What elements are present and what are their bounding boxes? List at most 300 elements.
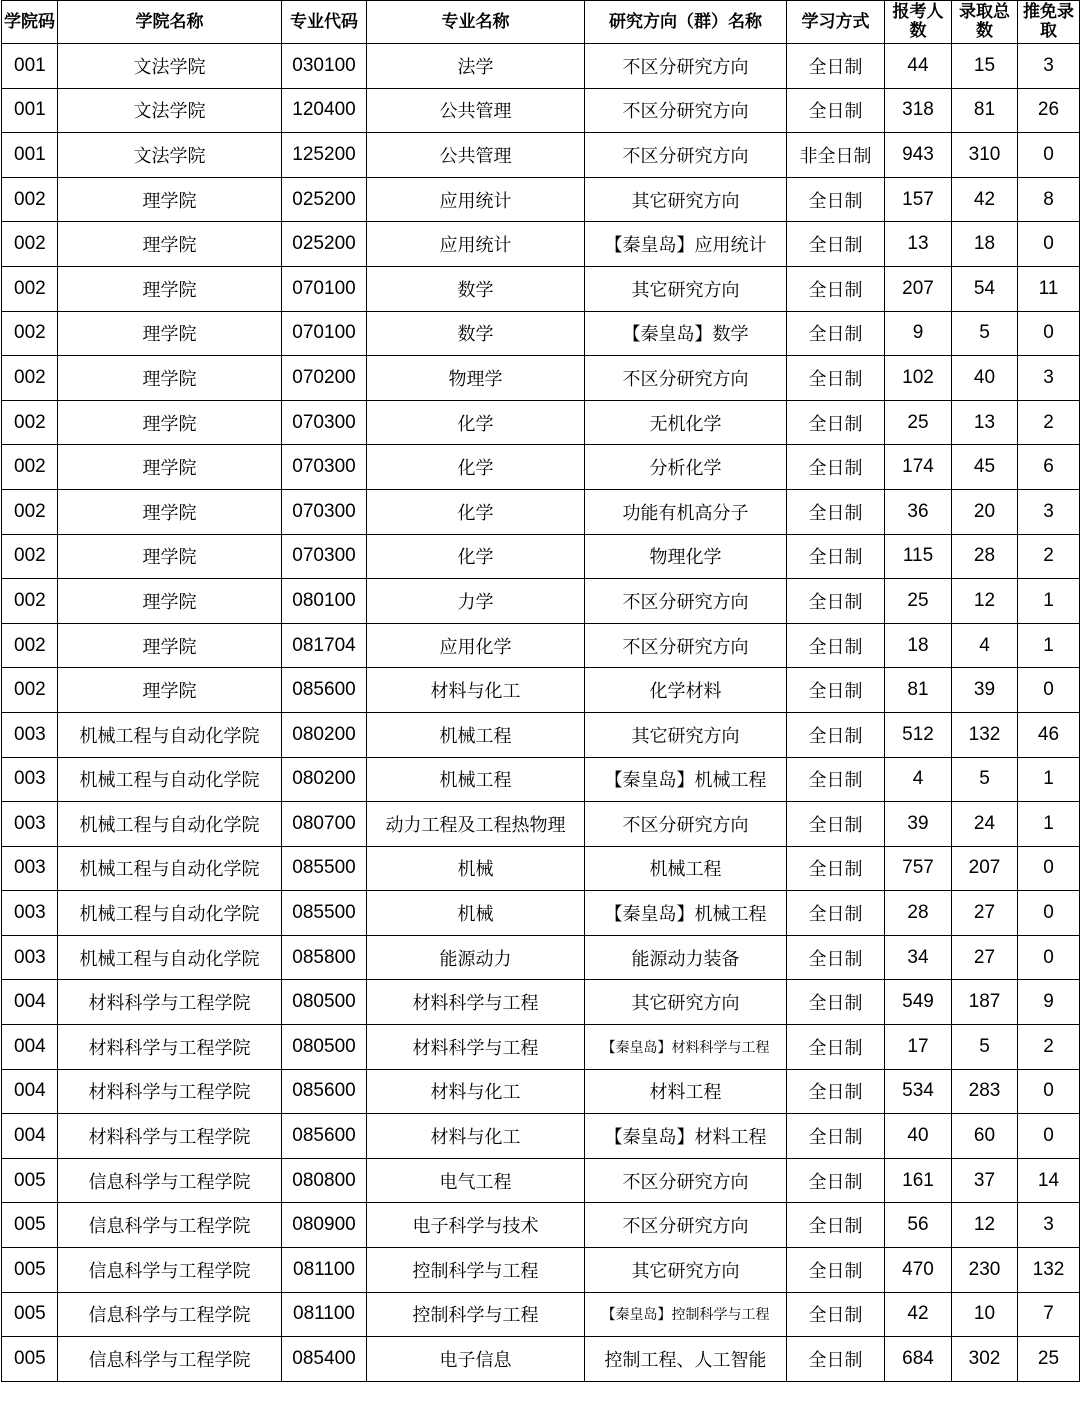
major-code-cell: 085500 <box>282 846 367 891</box>
admitted-total-cell: 28 <box>952 534 1018 579</box>
major-name-cell: 数学 <box>367 266 585 311</box>
study-mode-cell: 非全日制 <box>787 133 885 178</box>
table-row <box>2 489 1080 534</box>
college-code-cell: 005 <box>2 1158 58 1203</box>
major-code-cell: 070300 <box>282 445 367 490</box>
table-row <box>2 311 1080 356</box>
admitted-total-cell: 132 <box>952 712 1018 757</box>
applicants-cell: 943 <box>885 133 952 178</box>
college-name-cell: 信息科学与工程学院 <box>58 1337 282 1382</box>
study-mode-cell: 全日制 <box>787 266 885 311</box>
recommended-cell: 8 <box>1018 177 1080 222</box>
major-code-cell: 080200 <box>282 757 367 802</box>
table-row <box>2 1292 1080 1337</box>
college-name-cell: 理学院 <box>58 311 282 356</box>
admitted-total-cell: 42 <box>952 177 1018 222</box>
table-row <box>2 534 1080 579</box>
college-name-cell: 机械工程与自动化学院 <box>58 891 282 936</box>
major-name-cell: 化学 <box>367 445 585 490</box>
applicants-cell: 56 <box>885 1203 952 1248</box>
recommended-cell: 14 <box>1018 1158 1080 1203</box>
recommended-cell: 2 <box>1018 1025 1080 1070</box>
college-code-cell: 003 <box>2 846 58 891</box>
applicants-cell: 157 <box>885 177 952 222</box>
recommended-cell: 11 <box>1018 266 1080 311</box>
table-row <box>2 802 1080 847</box>
research-direction-cell: 【秦皇岛】数学 <box>585 311 787 356</box>
applicants-cell: 18 <box>885 623 952 668</box>
study-mode-cell: 全日制 <box>787 757 885 802</box>
table-row <box>2 623 1080 668</box>
college-code-cell: 001 <box>2 44 58 89</box>
college-code-cell: 003 <box>2 802 58 847</box>
research-direction-cell: 【秦皇岛】应用统计 <box>585 222 787 267</box>
major-code-cell: 081100 <box>282 1248 367 1293</box>
college-code-cell: 002 <box>2 222 58 267</box>
applicants-cell: 39 <box>885 802 952 847</box>
research-direction-cell: 不区分研究方向 <box>585 1203 787 1248</box>
table-row <box>2 1203 1080 1248</box>
admitted-total-cell: 45 <box>952 445 1018 490</box>
major-name-cell: 控制科学与工程 <box>367 1248 585 1293</box>
research-direction-cell: 【秦皇岛】机械工程 <box>585 891 787 936</box>
college-code-cell: 003 <box>2 757 58 802</box>
major-code-cell: 085500 <box>282 891 367 936</box>
college-name-cell: 理学院 <box>58 266 282 311</box>
applicants-cell: 174 <box>885 445 952 490</box>
study-mode-cell: 全日制 <box>787 44 885 89</box>
table-row <box>2 133 1080 178</box>
research-direction-cell: 分析化学 <box>585 445 787 490</box>
applicants-cell: 25 <box>885 579 952 624</box>
college-name-cell: 理学院 <box>58 668 282 713</box>
study-mode-cell: 全日制 <box>787 222 885 267</box>
college-name-cell: 机械工程与自动化学院 <box>58 802 282 847</box>
major-code-cell: 080700 <box>282 802 367 847</box>
table-row <box>2 356 1080 401</box>
college-name-cell: 材料科学与工程学院 <box>58 1069 282 1114</box>
admitted-total-cell: 39 <box>952 668 1018 713</box>
applicants-cell: 13 <box>885 222 952 267</box>
table-row <box>2 1337 1080 1382</box>
college-code-cell: 003 <box>2 935 58 980</box>
research-direction-cell: 不区分研究方向 <box>585 133 787 178</box>
recommended-cell: 2 <box>1018 400 1080 445</box>
major-code-cell: 085400 <box>282 1337 367 1382</box>
applicants-cell: 25 <box>885 400 952 445</box>
college-code-cell: 002 <box>2 445 58 490</box>
recommended-cell: 3 <box>1018 1203 1080 1248</box>
recommended-cell: 0 <box>1018 846 1080 891</box>
college-code-cell: 004 <box>2 1069 58 1114</box>
study-mode-cell: 全日制 <box>787 1158 885 1203</box>
recommended-cell: 3 <box>1018 356 1080 401</box>
table-row <box>2 980 1080 1025</box>
major-code-cell: 080500 <box>282 1025 367 1070</box>
major-name-cell: 材料与化工 <box>367 1114 585 1159</box>
recommended-cell: 1 <box>1018 623 1080 668</box>
major-code-cell: 080200 <box>282 712 367 757</box>
research-direction-cell: 【秦皇岛】机械工程 <box>585 757 787 802</box>
major-code-cell: 120400 <box>282 88 367 133</box>
admitted-total-cell: 5 <box>952 1025 1018 1070</box>
admitted-total-cell: 4 <box>952 623 1018 668</box>
college-code-cell: 002 <box>2 534 58 579</box>
study-mode-cell: 全日制 <box>787 1248 885 1293</box>
recommended-cell: 3 <box>1018 489 1080 534</box>
college-name-cell: 理学院 <box>58 356 282 401</box>
study-mode-cell: 全日制 <box>787 980 885 1025</box>
major-code-cell: 030100 <box>282 44 367 89</box>
admitted-total-cell: 310 <box>952 133 1018 178</box>
major-code-cell: 070300 <box>282 400 367 445</box>
applicants-cell: 512 <box>885 712 952 757</box>
college-name-cell: 理学院 <box>58 623 282 668</box>
research-direction-cell: 化学材料 <box>585 668 787 713</box>
major-name-cell: 化学 <box>367 489 585 534</box>
college-name-cell: 文法学院 <box>58 88 282 133</box>
applicants-cell: 207 <box>885 266 952 311</box>
college-name-cell: 信息科学与工程学院 <box>58 1203 282 1248</box>
admitted-total-cell: 54 <box>952 266 1018 311</box>
admissions-table <box>1 0 1080 1382</box>
admitted-total-cell: 283 <box>952 1069 1018 1114</box>
major-name-cell: 化学 <box>367 400 585 445</box>
table-row <box>2 222 1080 267</box>
admitted-total-cell: 18 <box>952 222 1018 267</box>
college-name-cell: 机械工程与自动化学院 <box>58 846 282 891</box>
study-mode-cell: 全日制 <box>787 1025 885 1070</box>
major-code-cell: 085600 <box>282 1114 367 1159</box>
major-code-cell: 070100 <box>282 311 367 356</box>
recommended-cell: 2 <box>1018 534 1080 579</box>
applicants-cell: 102 <box>885 356 952 401</box>
table-row <box>2 1025 1080 1070</box>
research-direction-cell: 物理化学 <box>585 534 787 579</box>
college-code-cell: 005 <box>2 1248 58 1293</box>
major-code-cell: 080800 <box>282 1158 367 1203</box>
recommended-cell: 0 <box>1018 133 1080 178</box>
table-row <box>2 1114 1080 1159</box>
major-code-cell: 125200 <box>282 133 367 178</box>
study-mode-cell: 全日制 <box>787 1069 885 1114</box>
table-row <box>2 757 1080 802</box>
research-direction-cell: 其它研究方向 <box>585 980 787 1025</box>
table-row <box>2 935 1080 980</box>
applicants-cell: 44 <box>885 44 952 89</box>
college-name-cell: 文法学院 <box>58 133 282 178</box>
admitted-total-cell: 5 <box>952 757 1018 802</box>
admitted-total-cell: 5 <box>952 311 1018 356</box>
college-code-cell: 003 <box>2 712 58 757</box>
major-code-cell: 085600 <box>282 668 367 713</box>
table-row <box>2 1248 1080 1293</box>
research-direction-cell: 不区分研究方向 <box>585 1158 787 1203</box>
recommended-cell: 26 <box>1018 88 1080 133</box>
research-direction-cell: 能源动力装备 <box>585 935 787 980</box>
college-name-cell: 理学院 <box>58 177 282 222</box>
table-row <box>2 445 1080 490</box>
college-code-cell: 004 <box>2 1114 58 1159</box>
admitted-total-cell: 187 <box>952 980 1018 1025</box>
admitted-total-cell: 40 <box>952 356 1018 401</box>
header-major-code: 专业代码 <box>282 1 367 44</box>
major-code-cell: 070200 <box>282 356 367 401</box>
major-code-cell: 025200 <box>282 177 367 222</box>
study-mode-cell: 全日制 <box>787 1114 885 1159</box>
research-direction-cell: 控制工程、人工智能 <box>585 1337 787 1382</box>
applicants-cell: 36 <box>885 489 952 534</box>
major-code-cell: 080100 <box>282 579 367 624</box>
header-study-mode: 学习方式 <box>787 1 885 44</box>
college-name-cell: 理学院 <box>58 579 282 624</box>
major-code-cell: 081100 <box>282 1292 367 1337</box>
table-row <box>2 177 1080 222</box>
major-name-cell: 法学 <box>367 44 585 89</box>
major-name-cell: 机械 <box>367 891 585 936</box>
admitted-total-cell: 230 <box>952 1248 1018 1293</box>
major-name-cell: 机械工程 <box>367 757 585 802</box>
table-row <box>2 44 1080 89</box>
major-name-cell: 材料科学与工程 <box>367 980 585 1025</box>
applicants-cell: 318 <box>885 88 952 133</box>
recommended-cell: 132 <box>1018 1248 1080 1293</box>
research-direction-cell: 其它研究方向 <box>585 266 787 311</box>
major-name-cell: 公共管理 <box>367 133 585 178</box>
major-name-cell: 电子科学与技术 <box>367 1203 585 1248</box>
recommended-cell: 0 <box>1018 1069 1080 1114</box>
major-name-cell: 数学 <box>367 311 585 356</box>
applicants-cell: 161 <box>885 1158 952 1203</box>
study-mode-cell: 全日制 <box>787 668 885 713</box>
college-name-cell: 理学院 <box>58 534 282 579</box>
table-row <box>2 1158 1080 1203</box>
table-row <box>2 891 1080 936</box>
major-name-cell: 物理学 <box>367 356 585 401</box>
major-code-cell: 085800 <box>282 935 367 980</box>
applicants-cell: 470 <box>885 1248 952 1293</box>
college-code-cell: 005 <box>2 1292 58 1337</box>
admitted-total-cell: 27 <box>952 891 1018 936</box>
research-direction-cell: 不区分研究方向 <box>585 579 787 624</box>
major-code-cell: 085600 <box>282 1069 367 1114</box>
study-mode-cell: 全日制 <box>787 534 885 579</box>
research-direction-cell: 材料工程 <box>585 1069 787 1114</box>
major-name-cell: 电子信息 <box>367 1337 585 1382</box>
table-row <box>2 846 1080 891</box>
college-name-cell: 理学院 <box>58 489 282 534</box>
college-code-cell: 002 <box>2 489 58 534</box>
admitted-total-cell: 81 <box>952 88 1018 133</box>
college-code-cell: 002 <box>2 356 58 401</box>
major-name-cell: 电气工程 <box>367 1158 585 1203</box>
recommended-cell: 9 <box>1018 980 1080 1025</box>
major-code-cell: 070300 <box>282 534 367 579</box>
major-name-cell: 材料与化工 <box>367 668 585 713</box>
study-mode-cell: 全日制 <box>787 311 885 356</box>
research-direction-cell: 功能有机高分子 <box>585 489 787 534</box>
major-code-cell: 070100 <box>282 266 367 311</box>
study-mode-cell: 全日制 <box>787 1292 885 1337</box>
study-mode-cell: 全日制 <box>787 846 885 891</box>
research-direction-cell: 其它研究方向 <box>585 712 787 757</box>
research-direction-cell: 不区分研究方向 <box>585 88 787 133</box>
major-name-cell: 机械工程 <box>367 712 585 757</box>
college-name-cell: 理学院 <box>58 445 282 490</box>
applicants-cell: 34 <box>885 935 952 980</box>
table-body <box>2 44 1080 1382</box>
college-name-cell: 机械工程与自动化学院 <box>58 757 282 802</box>
research-direction-cell: 其它研究方向 <box>585 177 787 222</box>
college-name-cell: 材料科学与工程学院 <box>58 1025 282 1070</box>
college-name-cell: 文法学院 <box>58 44 282 89</box>
admitted-total-cell: 207 <box>952 846 1018 891</box>
research-direction-cell: 不区分研究方向 <box>585 356 787 401</box>
college-code-cell: 002 <box>2 579 58 624</box>
admitted-total-cell: 15 <box>952 44 1018 89</box>
recommended-cell: 0 <box>1018 935 1080 980</box>
research-direction-cell: 不区分研究方向 <box>585 623 787 668</box>
admitted-total-cell: 37 <box>952 1158 1018 1203</box>
study-mode-cell: 全日制 <box>787 445 885 490</box>
study-mode-cell: 全日制 <box>787 712 885 757</box>
table-row <box>2 266 1080 311</box>
recommended-cell: 46 <box>1018 712 1080 757</box>
applicants-cell: 4 <box>885 757 952 802</box>
applicants-cell: 28 <box>885 891 952 936</box>
major-code-cell: 070300 <box>282 489 367 534</box>
header-admitted-total: 录取总数 <box>952 1 1018 44</box>
applicants-cell: 9 <box>885 311 952 356</box>
research-direction-cell: 不区分研究方向 <box>585 802 787 847</box>
research-direction-cell: 【秦皇岛】材料工程 <box>585 1114 787 1159</box>
major-code-cell: 081704 <box>282 623 367 668</box>
recommended-cell: 0 <box>1018 891 1080 936</box>
study-mode-cell: 全日制 <box>787 177 885 222</box>
recommended-cell: 0 <box>1018 222 1080 267</box>
major-name-cell: 化学 <box>367 534 585 579</box>
recommended-cell: 0 <box>1018 668 1080 713</box>
study-mode-cell: 全日制 <box>787 356 885 401</box>
table-row <box>2 1069 1080 1114</box>
applicants-cell: 534 <box>885 1069 952 1114</box>
research-direction-cell: 【秦皇岛】控制科学与工程 <box>585 1292 787 1337</box>
college-name-cell: 信息科学与工程学院 <box>58 1248 282 1293</box>
college-code-cell: 002 <box>2 311 58 356</box>
header-major-name: 专业名称 <box>367 1 585 44</box>
college-code-cell: 005 <box>2 1203 58 1248</box>
study-mode-cell: 全日制 <box>787 579 885 624</box>
applicants-cell: 757 <box>885 846 952 891</box>
college-code-cell: 004 <box>2 1025 58 1070</box>
applicants-cell: 42 <box>885 1292 952 1337</box>
applicants-cell: 81 <box>885 668 952 713</box>
study-mode-cell: 全日制 <box>787 1337 885 1382</box>
college-code-cell: 002 <box>2 400 58 445</box>
major-code-cell: 025200 <box>282 222 367 267</box>
college-code-cell: 004 <box>2 980 58 1025</box>
college-name-cell: 理学院 <box>58 400 282 445</box>
major-code-cell: 080500 <box>282 980 367 1025</box>
admitted-total-cell: 24 <box>952 802 1018 847</box>
major-name-cell: 应用化学 <box>367 623 585 668</box>
header-applicants: 报考人数 <box>885 1 952 44</box>
study-mode-cell: 全日制 <box>787 400 885 445</box>
header-college-name: 学院名称 <box>58 1 282 44</box>
major-name-cell: 材料与化工 <box>367 1069 585 1114</box>
study-mode-cell: 全日制 <box>787 802 885 847</box>
college-code-cell: 001 <box>2 133 58 178</box>
table-row <box>2 88 1080 133</box>
college-name-cell: 材料科学与工程学院 <box>58 980 282 1025</box>
table-row <box>2 579 1080 624</box>
research-direction-cell: 机械工程 <box>585 846 787 891</box>
major-name-cell: 力学 <box>367 579 585 624</box>
college-name-cell: 信息科学与工程学院 <box>58 1292 282 1337</box>
applicants-cell: 549 <box>885 980 952 1025</box>
college-name-cell: 材料科学与工程学院 <box>58 1114 282 1159</box>
header-college-code: 学院码 <box>2 1 58 44</box>
table-row <box>2 400 1080 445</box>
recommended-cell: 0 <box>1018 311 1080 356</box>
header-recommended: 推免录取 <box>1018 1 1080 44</box>
major-name-cell: 控制科学与工程 <box>367 1292 585 1337</box>
study-mode-cell: 全日制 <box>787 891 885 936</box>
table-row <box>2 668 1080 713</box>
college-name-cell: 信息科学与工程学院 <box>58 1158 282 1203</box>
recommended-cell: 25 <box>1018 1337 1080 1382</box>
college-code-cell: 002 <box>2 266 58 311</box>
research-direction-cell: 【秦皇岛】材料科学与工程 <box>585 1025 787 1070</box>
research-direction-cell: 其它研究方向 <box>585 1248 787 1293</box>
research-direction-cell: 无机化学 <box>585 400 787 445</box>
recommended-cell: 3 <box>1018 44 1080 89</box>
major-name-cell: 能源动力 <box>367 935 585 980</box>
recommended-cell: 1 <box>1018 579 1080 624</box>
admitted-total-cell: 20 <box>952 489 1018 534</box>
study-mode-cell: 全日制 <box>787 489 885 534</box>
recommended-cell: 1 <box>1018 802 1080 847</box>
college-code-cell: 001 <box>2 88 58 133</box>
college-name-cell: 理学院 <box>58 222 282 267</box>
applicants-cell: 115 <box>885 534 952 579</box>
recommended-cell: 7 <box>1018 1292 1080 1337</box>
study-mode-cell: 全日制 <box>787 88 885 133</box>
college-code-cell: 003 <box>2 891 58 936</box>
applicants-cell: 17 <box>885 1025 952 1070</box>
admitted-total-cell: 12 <box>952 1203 1018 1248</box>
major-name-cell: 应用统计 <box>367 177 585 222</box>
major-code-cell: 080900 <box>282 1203 367 1248</box>
admitted-total-cell: 27 <box>952 935 1018 980</box>
recommended-cell: 1 <box>1018 757 1080 802</box>
major-name-cell: 材料科学与工程 <box>367 1025 585 1070</box>
research-direction-cell: 不区分研究方向 <box>585 44 787 89</box>
college-name-cell: 机械工程与自动化学院 <box>58 712 282 757</box>
applicants-cell: 684 <box>885 1337 952 1382</box>
major-name-cell: 应用统计 <box>367 222 585 267</box>
admitted-total-cell: 60 <box>952 1114 1018 1159</box>
header-row <box>2 1 1080 44</box>
college-code-cell: 002 <box>2 177 58 222</box>
study-mode-cell: 全日制 <box>787 623 885 668</box>
study-mode-cell: 全日制 <box>787 935 885 980</box>
admitted-total-cell: 302 <box>952 1337 1018 1382</box>
major-name-cell: 公共管理 <box>367 88 585 133</box>
college-code-cell: 002 <box>2 623 58 668</box>
applicants-cell: 40 <box>885 1114 952 1159</box>
study-mode-cell: 全日制 <box>787 1203 885 1248</box>
